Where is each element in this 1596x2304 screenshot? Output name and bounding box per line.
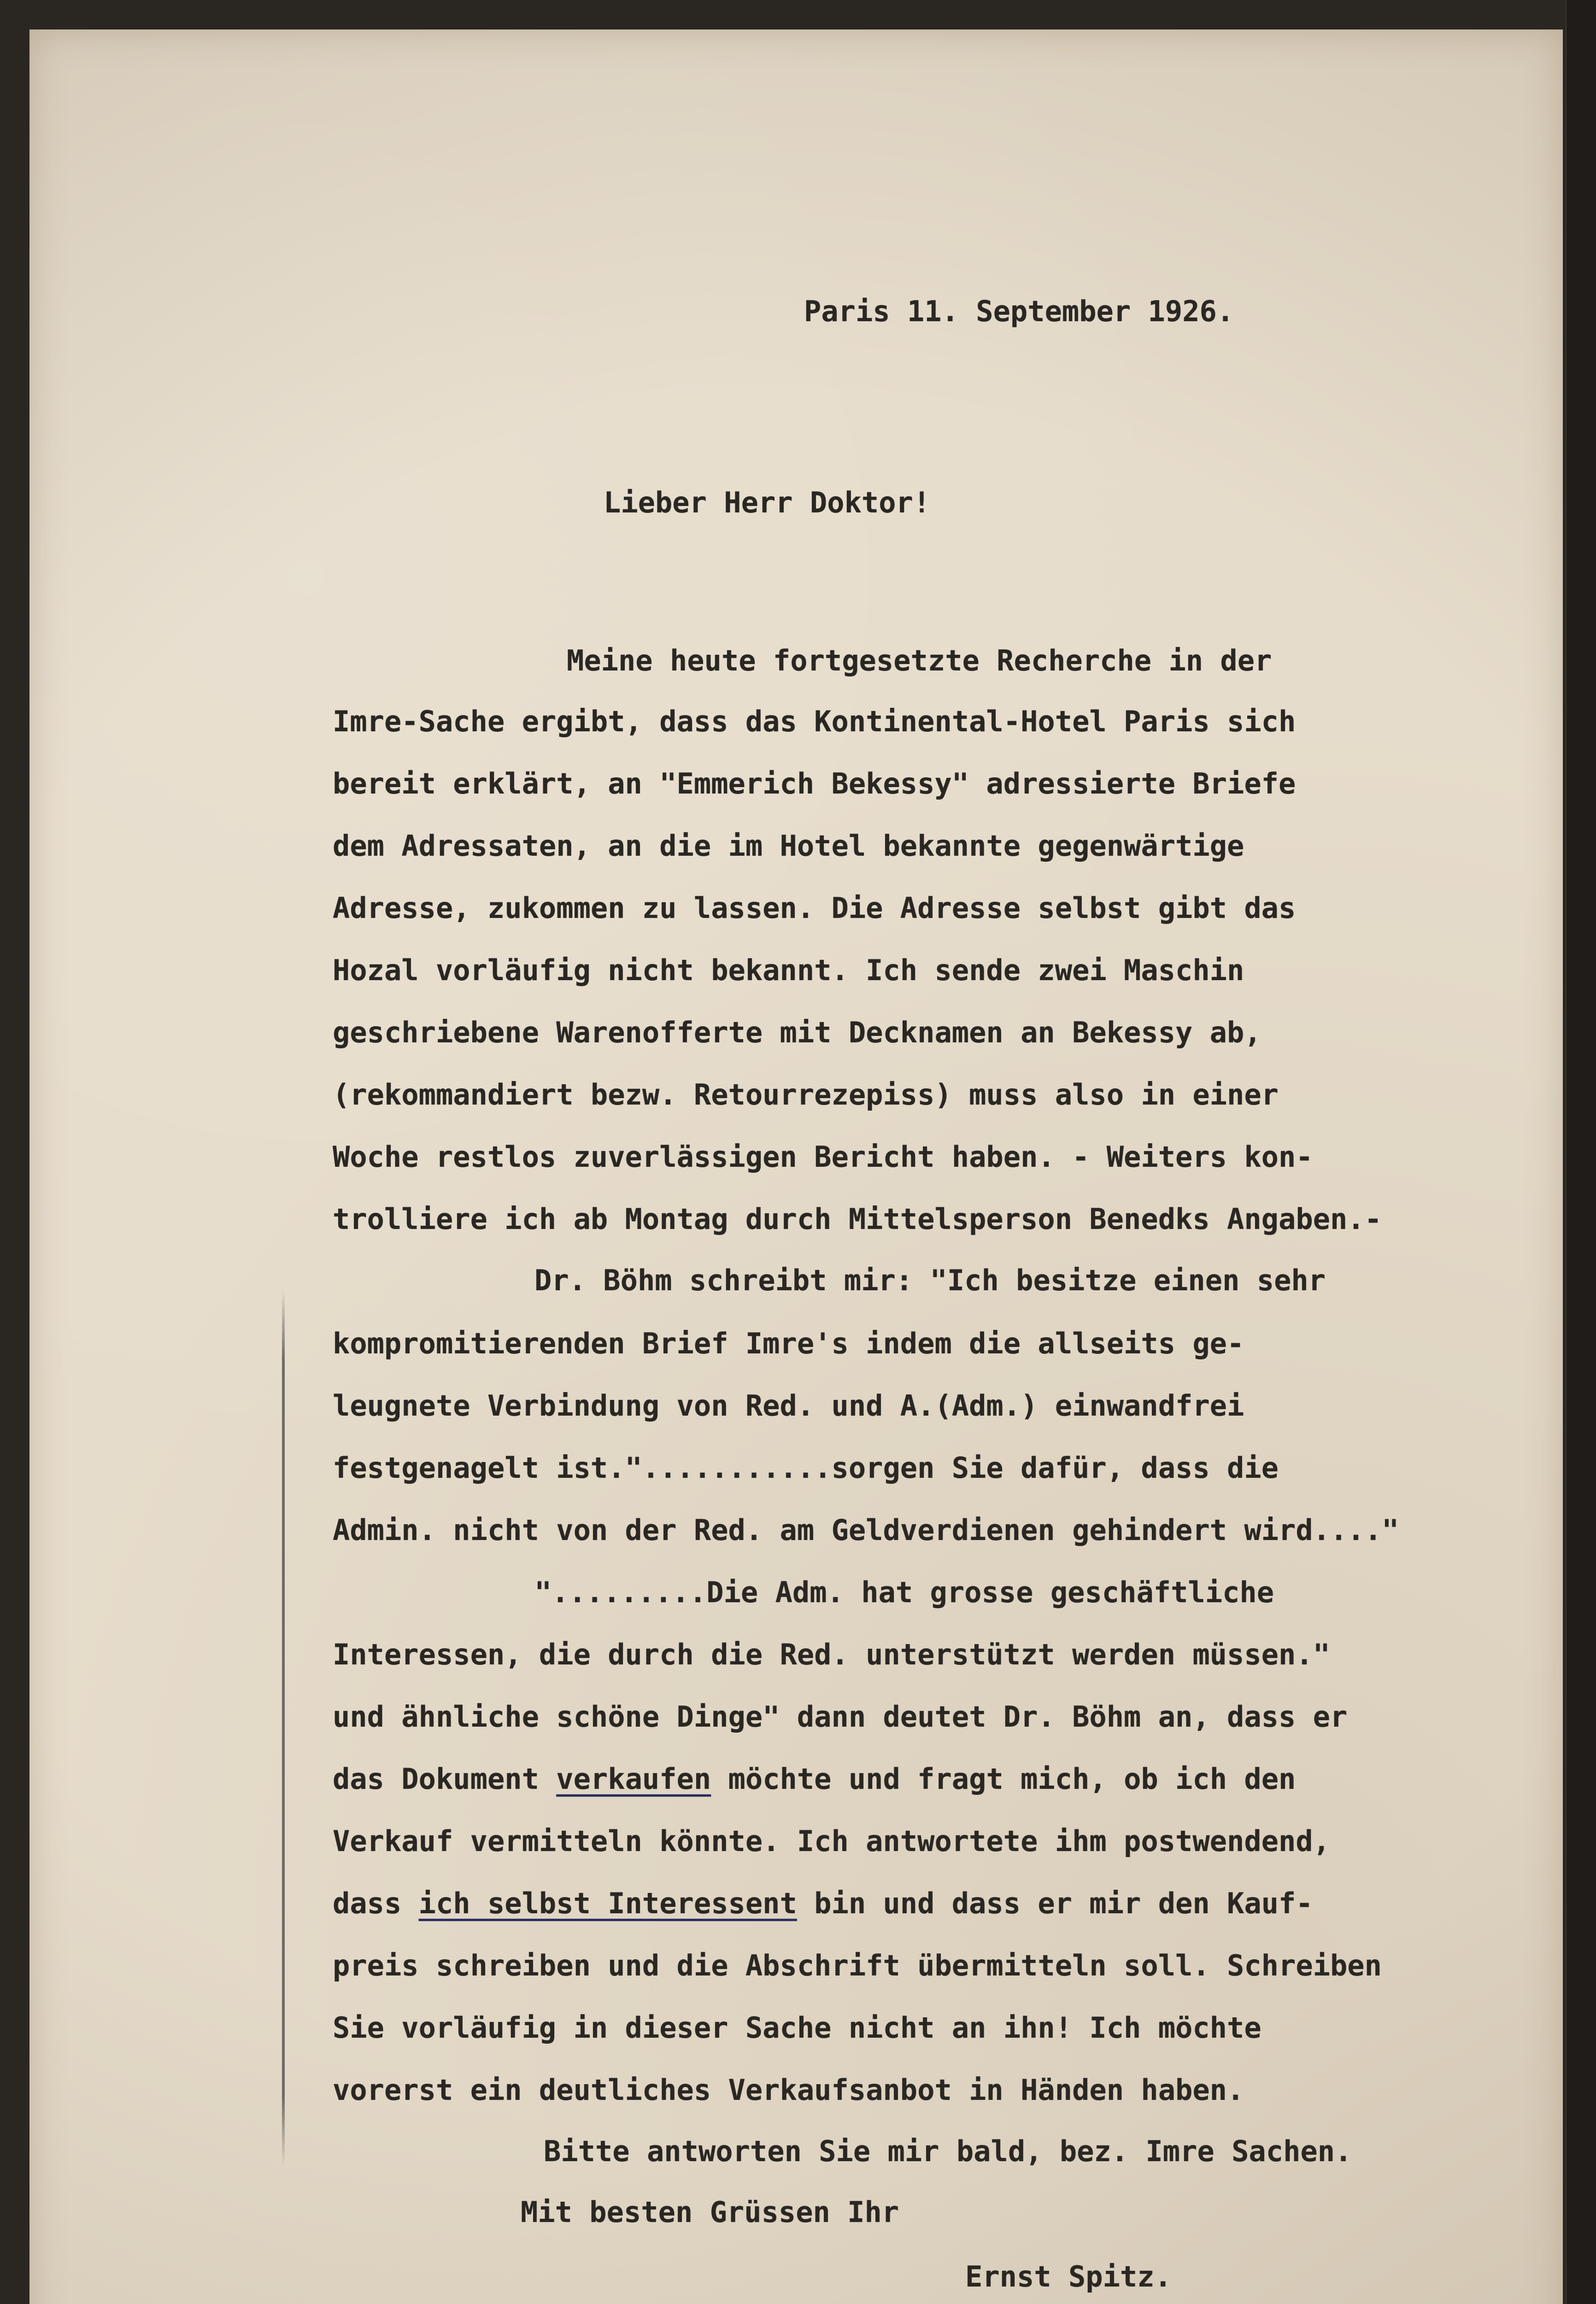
body-line-10: trolliere ich ab Montag durch Mittelsperson Benedks Angaben.-	[333, 1202, 1382, 1236]
body-line-5: Adresse, zukommen zu lassen. Die Adresse selbst gibt das	[333, 891, 1296, 925]
letter-signature: Ernst Spitz.	[965, 2260, 1172, 2293]
body-line-2: Imre-Sache ergibt, dass das Kontinental-Hotel Paris sich	[333, 705, 1296, 738]
verkaufen-prefix: das Dokument	[333, 1762, 557, 1796]
margin-pencil-mark	[282, 1290, 285, 2166]
body-line-interessent	[333, 1889, 1313, 1918]
interessent-suffix: bin und dass er mir den Kauf-	[797, 1887, 1313, 1920]
body-line-15: Admin. nicht von der Red. am Geldverdienen gehindert wird...."	[333, 1513, 1399, 1547]
body-line-verkaufen	[333, 1762, 1296, 1796]
body-line-8: (rekommandiert bezw. Retourrezepiss) muss also in einer	[333, 1078, 1279, 1111]
scan-edge-strip	[1566, 0, 1596, 2304]
body-line-18: und ähnliche schöne Dinge" dann deutet Dr. Böhm an, dass er	[333, 1700, 1348, 1734]
body-line-13: leugnete Verbindung von Red. und A.(Adm.) einwandfrei	[333, 1389, 1244, 1422]
body-line-11: Dr. Böhm schreibt mir: "Ich besitze einen sehr	[534, 1264, 1326, 1297]
verkaufen-suffix: möchte und fragt mich, ob ich den	[711, 1762, 1296, 1796]
closing-line-1: preis schreiben und die Abschrift übermitteln soll. Schreiben	[333, 1949, 1382, 1982]
closing-line-4: Bitte antworten Sie mir bald, bez. Imre Sachen.	[544, 2134, 1352, 2168]
closing-line-2: Sie vorläufig in dieser Sache nicht an ihn! Ich möchte	[333, 2011, 1262, 2045]
body-line-12: kompromitierenden Brief Imre's indem die allseits ge-	[333, 1327, 1244, 1360]
body-line-1: Meine heute fortgesetzte Recherche in der	[567, 644, 1272, 677]
letter-date: Paris 11. September 1926.	[804, 294, 1234, 328]
body-line-3: bereit erklärt, an "Emmerich Bekessy" adressierte Briefe	[333, 767, 1296, 800]
body-line-9: Woche restlos zuverlässigen Bericht haben. - Weiters kon-	[333, 1140, 1313, 1174]
body-line-verkauf: Verkauf vermitteln könnte. Ich antwortete ihm postwendend,	[333, 1824, 1330, 1858]
closing-line-3: vorerst ein deutliches Verkaufsanbot in Händen haben.	[333, 2073, 1244, 2107]
letter-salutation: Lieber Herr Doktor!	[604, 486, 931, 519]
body-line-14: festgenagelt ist."...........sorgen Sie dafür, dass die	[333, 1451, 1279, 1485]
body-line-16: ".........Die Adm. hat grosse geschäftliche	[534, 1575, 1274, 1609]
closing-line-5: Mit besten Grüssen Ihr	[521, 2195, 899, 2229]
body-line-6: Hozal vorläufig nicht bekannt. Ich sende zwei Maschin	[333, 953, 1244, 987]
body-line-7: geschriebene Warenofferte mit Decknamen an Bekessy ab,	[333, 1016, 1262, 1049]
body-line-4: dem Adressaten, an die im Hotel bekannte gegenwärtige	[333, 829, 1244, 863]
interessent-prefix: dass	[333, 1887, 419, 1920]
interessent-underlined: ich selbst Interessent	[418, 1887, 797, 1920]
verkaufen-underlined: verkaufen	[556, 1762, 711, 1796]
body-line-17: Interessen, die durch die Red. unterstützt werden müssen."	[333, 1638, 1330, 1671]
